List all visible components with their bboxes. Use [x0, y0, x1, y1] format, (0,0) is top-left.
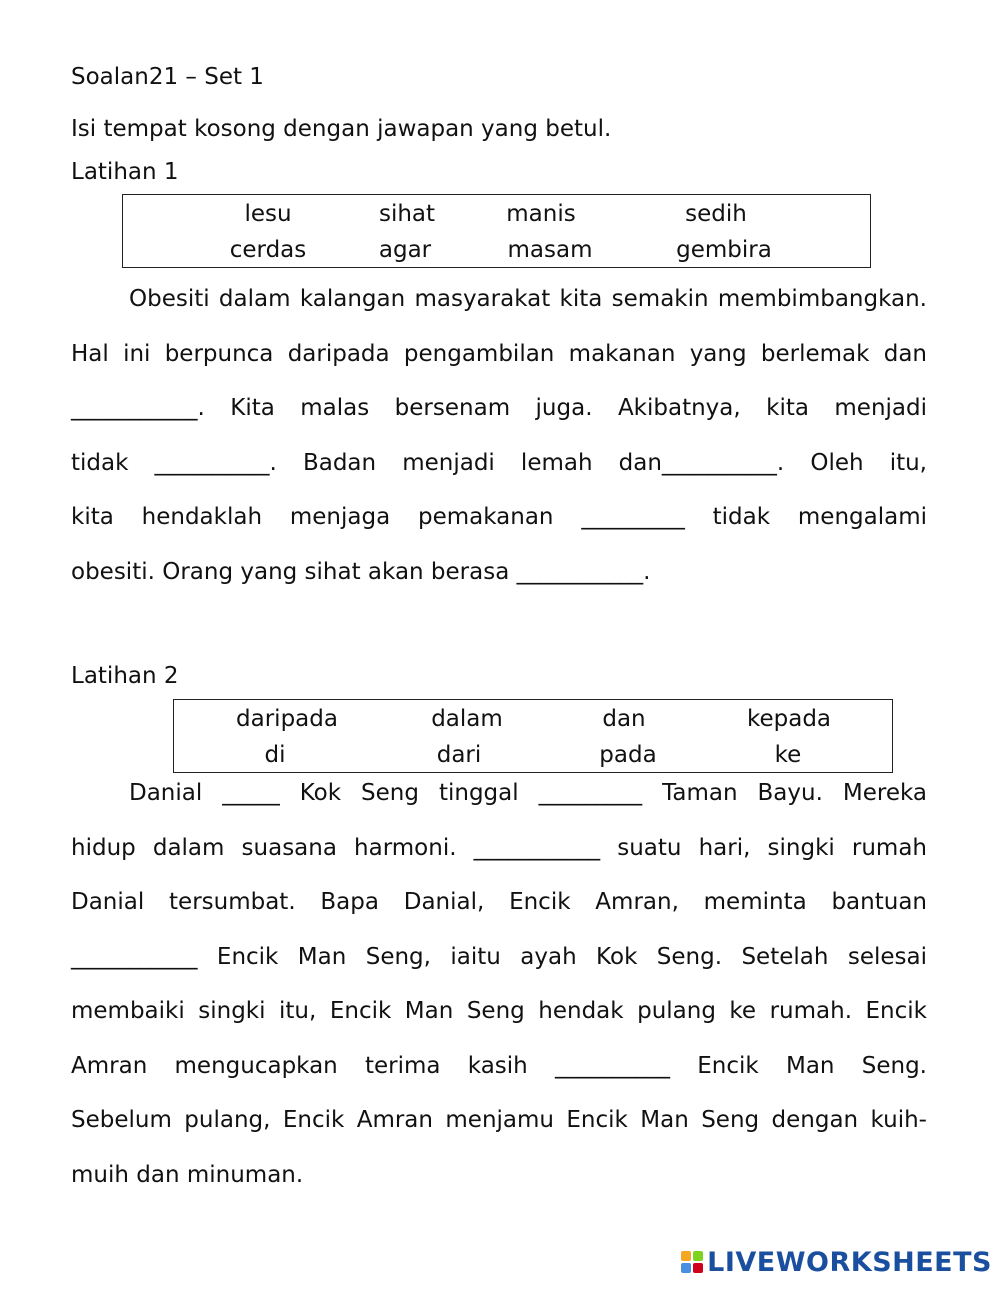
- word-bank-item: kepada: [746, 706, 832, 732]
- passage-line: Obesiti dalam kalangan masyarakat kita semakin membimbangkan.: [129, 286, 927, 312]
- passage-line: hidup dalam suasana harmoni. ___________ suatu hari, singki rumah: [71, 834, 927, 861]
- exercise1-passage: [71, 272, 927, 599]
- worksheet-title: Soalan21 – Set 1: [71, 64, 264, 90]
- word-bank-item: ke: [774, 742, 802, 768]
- passage-line: kita hendaklah menjaga pemakanan _________ tidak mengalami: [71, 504, 927, 530]
- exercise2-label: Latihan 2: [71, 663, 179, 689]
- passage-line: Danial _____ Kok Seng tinggal _________ Taman Bayu. Mereka: [129, 780, 927, 806]
- passage-line: Danial tersumbat. Bapa Danial, Encik Amran, meminta bantuan: [71, 889, 927, 915]
- word-bank-item: pada: [599, 742, 657, 768]
- passage-line: ___________ Encik Man Seng, iaitu ayah Kok Seng. Setelah selesai: [71, 943, 927, 970]
- word-bank-item: sihat: [378, 201, 436, 227]
- passage-line: membaiki singki itu, Encik Man Seng hendak pulang ke rumah. Encik: [71, 998, 927, 1024]
- passage-line: obesiti. Orang yang sihat akan berasa ___________.: [71, 558, 651, 585]
- exercise1-label: Latihan 1: [71, 159, 179, 185]
- word-bank-item: lesu: [244, 201, 292, 227]
- word-bank-item: masam: [507, 237, 593, 263]
- word-bank-item: dan: [602, 706, 646, 732]
- liveworksheets-logo[interactable]: [681, 1245, 992, 1279]
- passage-line: muih dan minuman.: [71, 1161, 304, 1188]
- word-bank-item: dari: [436, 742, 482, 768]
- passage-line: ___________. Kita malas bersenam juga. Akibatnya, kita menjadi: [71, 395, 927, 421]
- logo-text: LIVEWORKSHEETS: [707, 1246, 992, 1278]
- logo-blocks-icon: [681, 1251, 703, 1273]
- exercise1-word-box: [122, 194, 871, 268]
- word-bank-item: gembira: [676, 237, 772, 263]
- instruction-text: Isi tempat kosong dengan jawapan yang betul.: [71, 116, 612, 142]
- passage-line: Amran mengucapkan terima kasih __________ Encik Man Seng.: [71, 1052, 927, 1079]
- passage-line: tidak __________. Badan menjadi lemah dan__________. Oleh itu,: [71, 449, 927, 476]
- word-bank-item: sedih: [685, 201, 747, 227]
- passage-line: Hal ini berpunca daripada pengambilan makanan yang berlemak dan: [71, 340, 927, 367]
- passage-line: Sebelum pulang, Encik Amran menjamu Encik Man Seng dengan kuih-: [71, 1107, 927, 1133]
- exercise2-word-box: [173, 699, 893, 773]
- exercise2-passage: [71, 766, 927, 1202]
- word-bank-item: cerdas: [229, 237, 307, 263]
- word-bank-item: dalam: [431, 706, 503, 732]
- word-bank-item: di: [264, 742, 286, 768]
- word-bank-item: daripada: [236, 706, 338, 732]
- word-bank-item: manis: [506, 201, 576, 227]
- word-bank-item: agar: [378, 237, 432, 263]
